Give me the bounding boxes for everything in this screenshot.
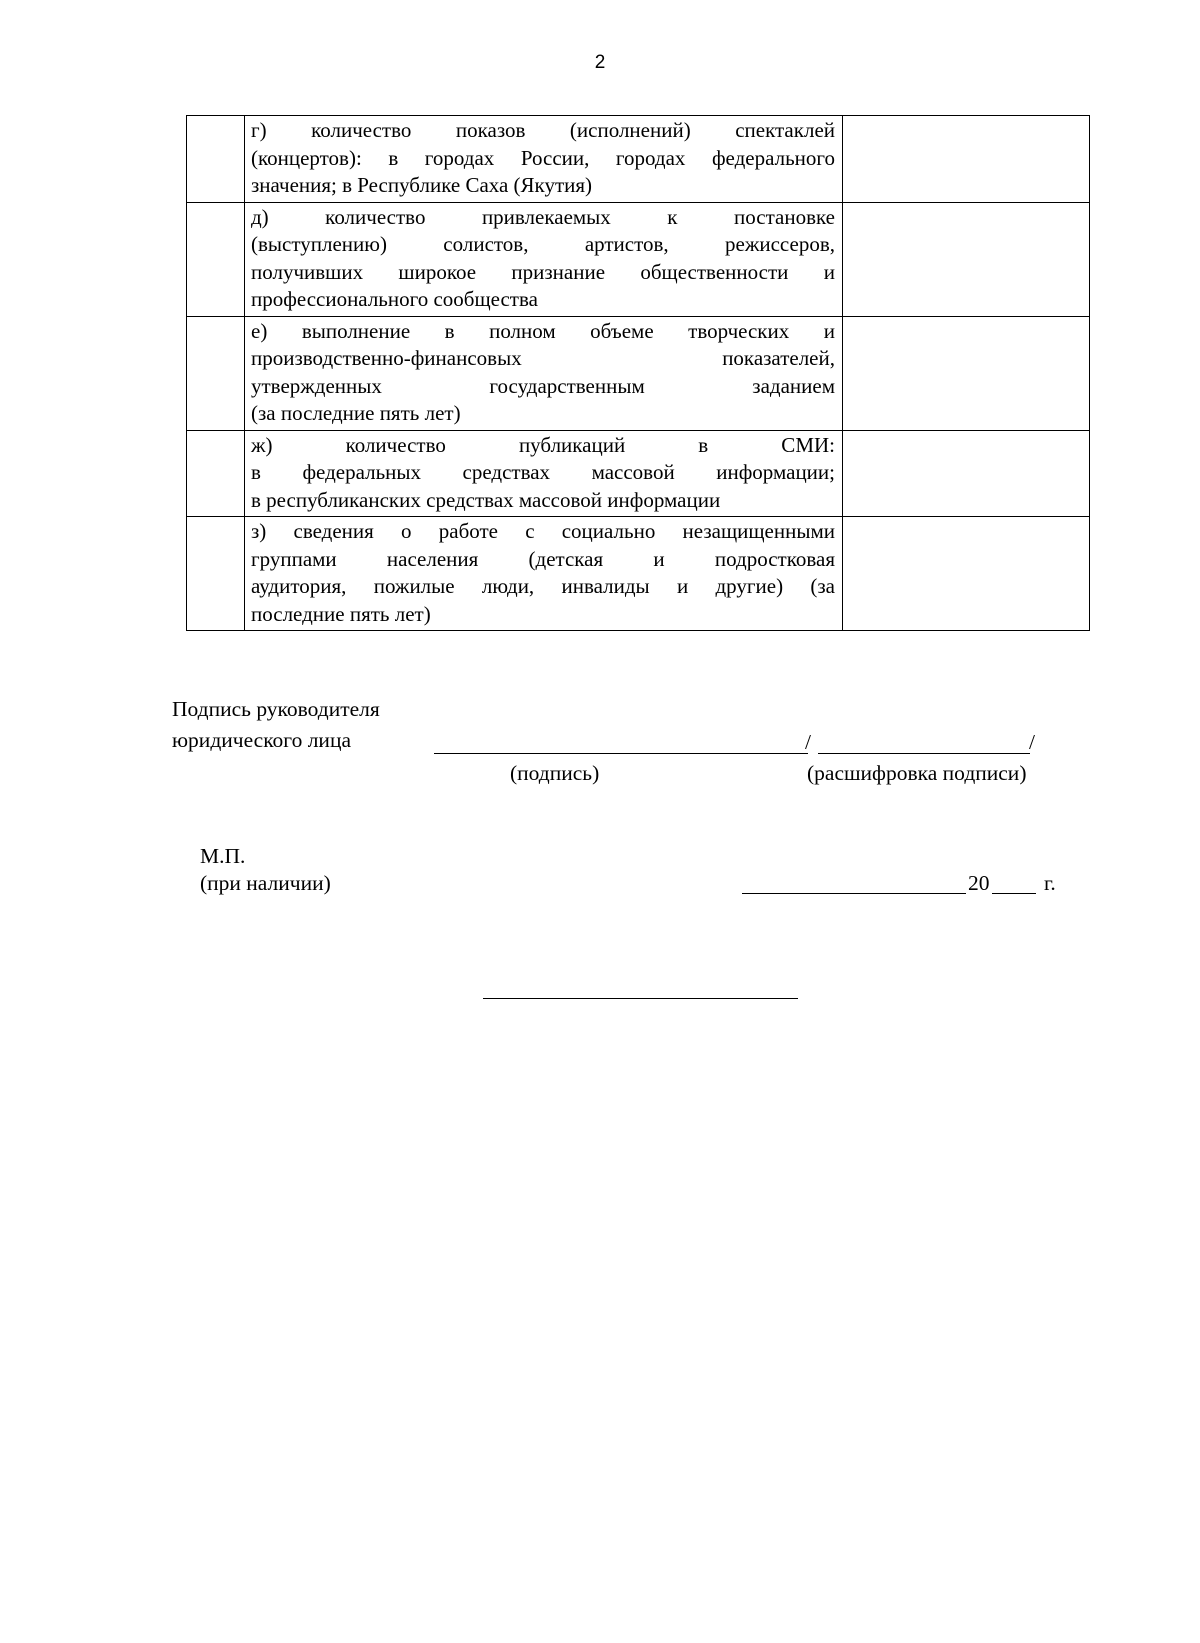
value-cell[interactable]: [843, 316, 1090, 430]
table-row: [187, 430, 1090, 517]
signature-decoding-caption: (расшифровка подписи): [807, 761, 1027, 785]
criterion-text-line: аудитория, пожилые люди, инвалиды и другие) (за: [251, 574, 835, 598]
criterion-text-cell: [245, 202, 843, 316]
criterion-text-line: е) выполнение в полном объеме творческих и: [251, 318, 835, 343]
value-cell[interactable]: [843, 430, 1090, 517]
criterion-text-line: г) количество показов (исполнений) спектаклей: [251, 118, 835, 142]
criterion-text-line: ж) количество публикаций в СМИ:: [251, 432, 835, 457]
row-number-cell: [187, 517, 245, 631]
signature-slash-left: /: [805, 730, 811, 754]
criterion-text-line: (выступлению) солистов, артистов, режиссеров,: [251, 232, 835, 256]
criterion-text-line: профессионального сообщества: [251, 287, 538, 311]
signature-decoding-line: [818, 753, 1030, 754]
criterion-text-cell: [245, 517, 843, 631]
signature-label-line1: Подпись руководителя: [172, 697, 380, 721]
signature-line: [434, 753, 808, 754]
criterion-text-line: значения; в Республике Саха (Якутия): [251, 173, 593, 197]
date-day-month-line: [742, 893, 966, 894]
table-row: [187, 116, 1090, 203]
date-suffix: г.: [1044, 871, 1056, 895]
value-cell[interactable]: [843, 202, 1090, 316]
criterion-text-line: (концертов): в городах России, городах федерального: [251, 145, 835, 170]
criterion-text-cell: [245, 430, 843, 517]
criterion-text-line: в федеральных средствах массовой информации;: [251, 460, 835, 484]
date-year-line: [992, 893, 1036, 894]
table-row: [187, 517, 1090, 631]
table-row: [187, 316, 1090, 430]
signature-slash-right: /: [1029, 730, 1035, 754]
page-number: 2: [594, 52, 606, 73]
criterion-text-line: з) сведения о работе с социально незащищенными: [251, 519, 835, 543]
criterion-text-line: получивших широкое признание общественности и: [251, 259, 835, 284]
criterion-text-line: производственно-финансовых показателей,: [251, 346, 835, 370]
criterion-text-line: в республиканских средствах массовой информации: [251, 487, 721, 512]
date-year-prefix: 20: [968, 871, 990, 895]
signature-caption: (подпись): [510, 761, 600, 785]
row-number-cell: [187, 316, 245, 430]
row-number-cell: [187, 202, 245, 316]
row-number-cell: [187, 430, 245, 517]
row-number-cell: [187, 116, 245, 203]
signature-label-line2: юридического лица: [172, 728, 351, 752]
criterion-text-line: д) количество привлекаемых к постановке: [251, 204, 835, 229]
table-row: [187, 202, 1090, 316]
value-cell[interactable]: [843, 517, 1090, 631]
criterion-text-cell: [245, 316, 843, 430]
criterion-text-line: утвержденных государственным заданием: [251, 373, 835, 398]
stamp-label: М.П.: [200, 844, 246, 868]
stamp-note: (при наличии): [200, 871, 331, 895]
criteria-table: [186, 115, 1090, 631]
criterion-text-cell: [245, 116, 843, 203]
criterion-text-line: последние пять лет): [251, 601, 431, 626]
closing-separator-line: [483, 998, 798, 999]
value-cell[interactable]: [843, 116, 1090, 203]
criterion-text-line: группами населения (детская и подростковая: [251, 546, 835, 571]
criterion-text-line: (за последние пять лет): [251, 401, 461, 425]
